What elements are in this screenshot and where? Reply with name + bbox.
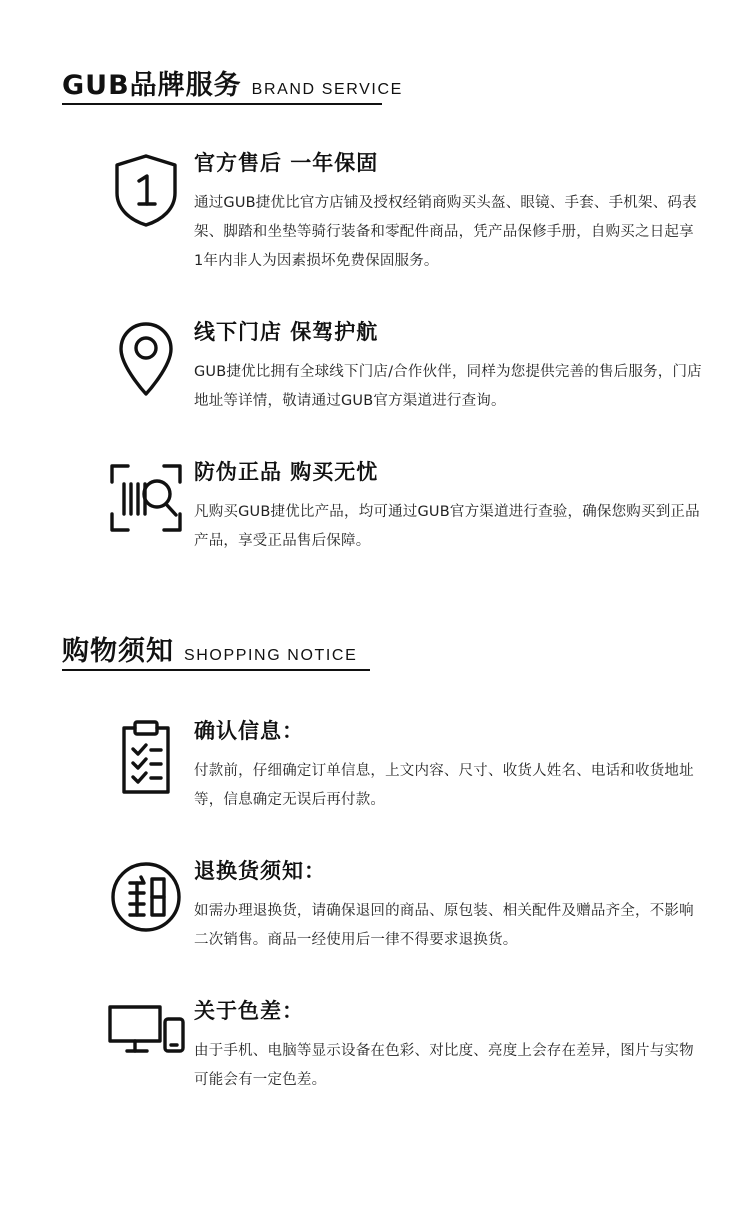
notice-item-body: 如需办理退换货，请确保退回的商品、原包装、相关配件及赠品齐全，不影响二次销售。商品一经使用后一律不得要求退换货。 [194, 903, 694, 948]
notice-item-body: 付款前，仔细确定订单信息，上文内容、尺寸、收货人姓名、电话和收货地址等，信息确定无误后再付款。 [194, 763, 694, 808]
service-item-title: 防伪正品 购买无忧 [194, 460, 379, 484]
section-heading-shopping-notice [0, 638, 750, 665]
shield-one-icon [98, 147, 194, 229]
section-heading-underline [62, 103, 382, 105]
service-item-body: GUB捷优比拥有全球线下门店/合作伙伴，同样为您提供完善的售后服务，门店地址等详情，敬请通过GUB官方渠道进行查询。 [194, 364, 702, 409]
return-goods-icon [98, 855, 194, 935]
service-item-warranty [0, 147, 750, 276]
service-item-stores [0, 316, 750, 416]
notice-item-confirm-info [0, 715, 750, 815]
notice-item-title: 确认信息： [194, 719, 304, 743]
service-item-authenticity [0, 456, 750, 556]
section-heading-cn: GUB品牌服务 [62, 70, 242, 101]
notice-item-title: 退换货须知： [194, 859, 326, 883]
location-pin-icon [98, 316, 194, 400]
service-item-title: 官方售后 一年保固 [194, 151, 379, 175]
monitor-phone-icon [98, 995, 194, 1061]
section-heading-en: BRAND SERVICE [251, 81, 403, 98]
service-item-body: 凡购买GUB捷优比产品，均可通过GUB官方渠道进行查验，确保您购买到正品产品，享受正品售后保障。 [194, 504, 700, 549]
section-heading-brand-service [0, 72, 750, 99]
notice-item-returns [0, 855, 750, 955]
notice-item-body: 由于手机、电脑等显示设备在色彩、对比度、亮度上会存在差异，图片与实物可能会有一定色差。 [194, 1043, 694, 1088]
section-heading-cn: 购物须知 [62, 636, 174, 667]
barcode-scan-icon [98, 456, 194, 536]
notice-item-color-difference [0, 995, 750, 1095]
section-heading-en: SHOPPING NOTICE [184, 647, 358, 664]
section-heading-underline [62, 669, 370, 671]
clipboard-checklist-icon [98, 715, 194, 797]
notice-item-title: 关于色差： [194, 999, 304, 1023]
service-item-title: 线下门店 保驾护航 [194, 320, 379, 344]
service-item-body: 通过GUB捷优比官方店铺及授权经销商购买头盔、眼镜、手套、手机架、码表架、脚踏和坐垫等骑行装备和零配件商品，凭产品保修手册，自购买之日起享1年内非人为因素损坏免费保固服务。 [194, 195, 697, 269]
